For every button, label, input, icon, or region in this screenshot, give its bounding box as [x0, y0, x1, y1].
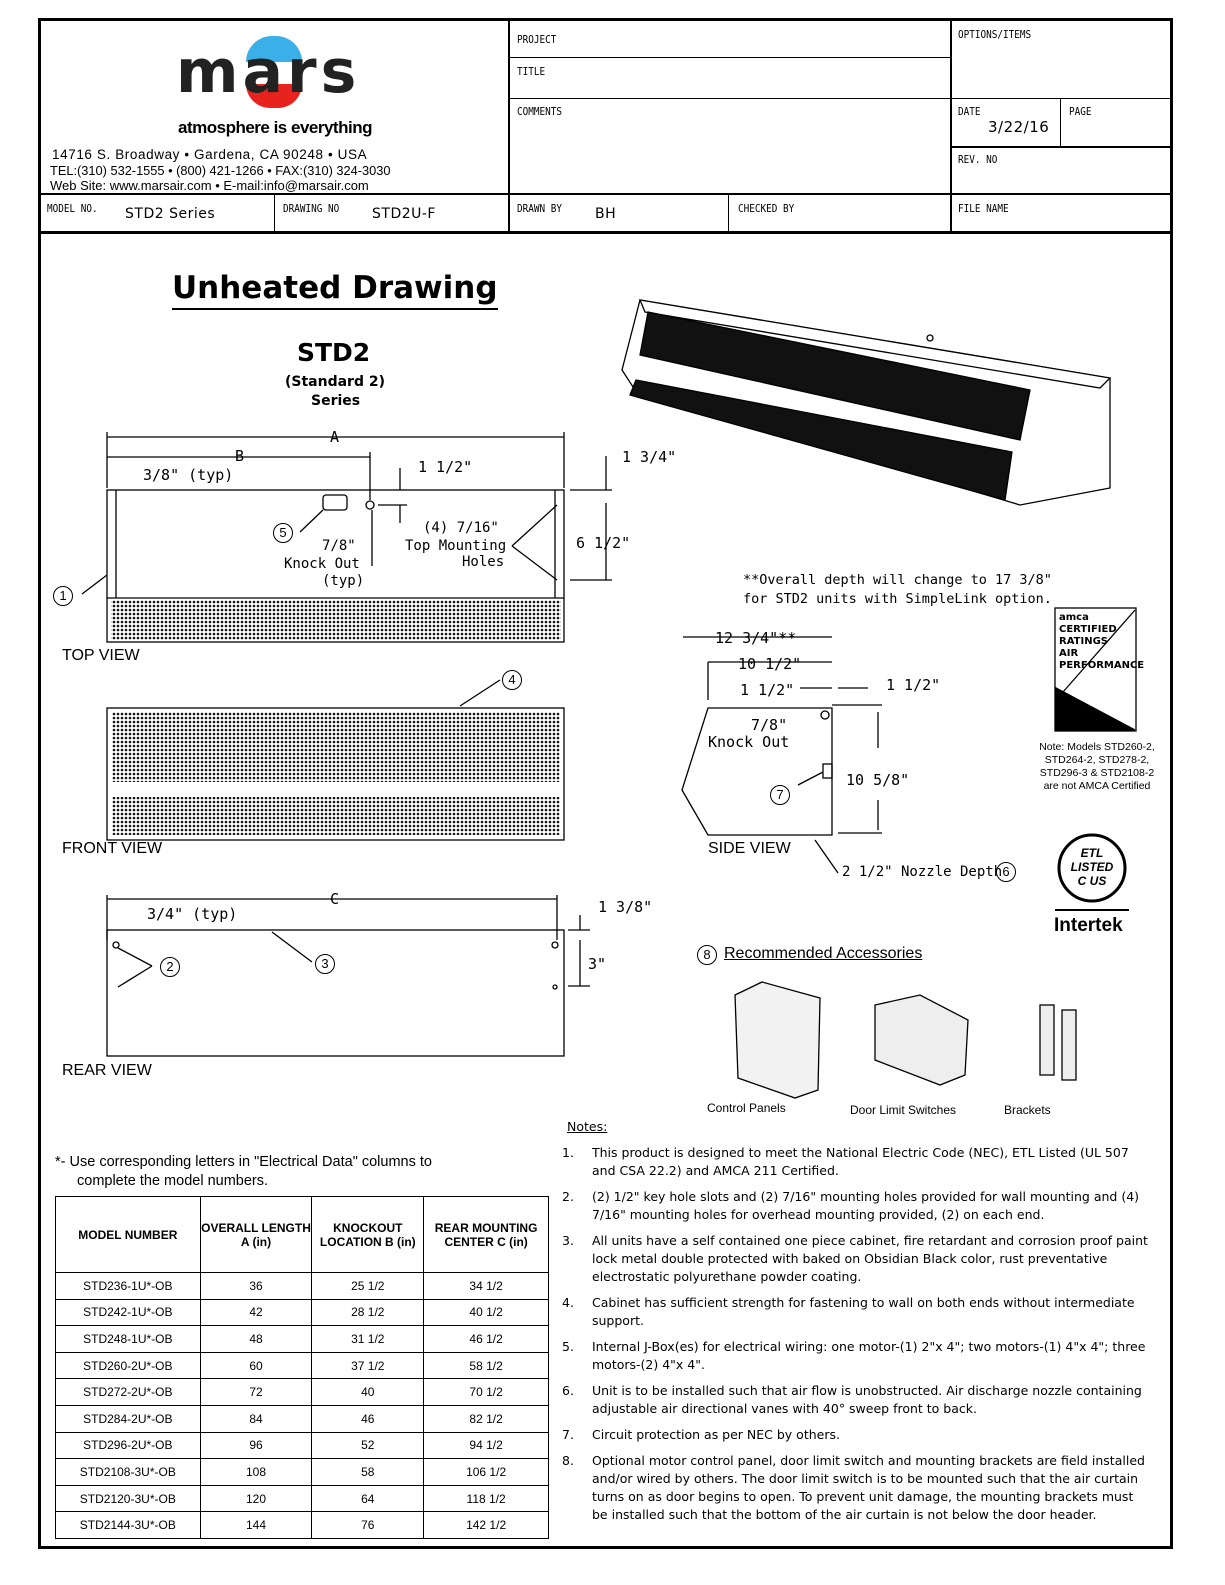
accessories-title: Recommended Accessories: [724, 945, 923, 962]
table-cell: STD284-2U*-OB: [56, 1405, 201, 1432]
table-cell: STD260-2U*-OB: [56, 1352, 201, 1379]
table-cell: 118 1/2: [424, 1485, 549, 1512]
table-cell: 48: [200, 1326, 312, 1353]
drawn-label: DRAWN BY: [517, 202, 563, 215]
intertek-label: Intertek: [1054, 915, 1123, 936]
holes-label-3: Holes: [462, 554, 505, 570]
table-note-2: complete the model numbers.: [77, 1173, 269, 1189]
front-view-grill: [112, 797, 560, 835]
website[interactable]: Web Site: www.marsair.com • E-mail:info@marsair.com: [50, 178, 369, 193]
checked-label: CHECKED BY: [738, 202, 795, 215]
page-label: PAGE: [1069, 105, 1092, 118]
table-row: [56, 1432, 549, 1459]
note-text: Unit is to be installed such that air flow is unobstructed. Air discharge nozzle containing adjustable air directional vanes with 40° sweep front to back.: [592, 1383, 1142, 1416]
address: 14716 S. Broadway • Gardena, CA 90248 • USA: [52, 147, 368, 162]
callout-8: 8: [697, 945, 717, 965]
table-cell: STD242-1U*-OB: [56, 1299, 201, 1326]
callout-5: 5: [273, 523, 293, 543]
phone: TEL:(310) 532-1555 • (800) 421-1266 • FAX:(310) 324-3030: [50, 163, 391, 178]
table-cell: 94 1/2: [424, 1432, 549, 1459]
bracket-image: [1062, 1010, 1076, 1080]
table-note-1: *- Use corresponding letters in "Electrical Data" columns to: [55, 1154, 432, 1170]
table-cell: 58 1/2: [424, 1352, 549, 1379]
dim-3: 3": [588, 955, 607, 973]
front-view-label: FRONT VIEW: [62, 840, 163, 857]
table-cell: STD2108-3U*-OB: [56, 1459, 201, 1486]
note-number: 6.: [562, 1383, 574, 1398]
note-number: 1.: [562, 1145, 574, 1160]
rev-label: REV. NO: [958, 153, 998, 166]
table-row: [56, 1273, 549, 1300]
drawing-label: DRAWING NO: [283, 202, 340, 215]
dim-1-1-2-top: 1 1/2": [418, 458, 473, 476]
table-cell: 25 1/2: [312, 1273, 424, 1300]
callout-2: 2: [160, 957, 180, 977]
note-text: (2) 1/2" key hole slots and (2) 7/16" mounting holes provided for wall mounting and (4) 7/16" mounting holes for overhead mounting provided, (2) on each end.: [592, 1189, 1140, 1222]
dim-b: B: [235, 447, 245, 465]
table-cell: 60: [200, 1352, 312, 1379]
table-cell: 40 1/2: [424, 1299, 549, 1326]
dim-c: C: [330, 890, 340, 908]
col-mounting: REAR MOUNTING CENTER C (in): [424, 1197, 549, 1273]
table-cell: 144: [200, 1512, 312, 1539]
table-row: [56, 1326, 549, 1353]
dim-1-1-2-right: 1 1/2": [886, 676, 941, 694]
knockout-label-3: (typ): [322, 573, 365, 589]
notes-title: Notes:: [567, 1119, 608, 1134]
dim-1-3-4: 1 3/4": [622, 448, 677, 466]
note-item: [562, 1188, 1152, 1224]
table-cell: 58: [312, 1459, 424, 1486]
note-number: 3.: [562, 1233, 574, 1248]
table-cell: 76: [312, 1512, 424, 1539]
file-label: FILE NAME: [958, 202, 1009, 215]
note-text: Circuit protection as per NEC by others.: [592, 1427, 840, 1442]
callout-4: 4: [502, 670, 522, 690]
nozzle-depth: 2 1/2" Nozzle Depth: [842, 864, 1003, 880]
table-cell: 70 1/2: [424, 1379, 549, 1406]
project-label: PROJECT: [517, 33, 557, 46]
rear-view-body: [107, 930, 564, 1056]
series-word: Series: [311, 393, 361, 409]
table-cell: STD236-1U*-OB: [56, 1273, 201, 1300]
mounting-hole: [366, 501, 374, 509]
table-cell: 82 1/2: [424, 1405, 549, 1432]
options-label: OPTIONS/ITEMS: [958, 28, 1032, 41]
table-cell: 142 1/2: [424, 1512, 549, 1539]
knockout-shape: [323, 495, 347, 510]
dim-3-4-typ: 3/4" (typ): [147, 905, 238, 923]
col-knockout: KNOCKOUT LOCATION B (in): [312, 1197, 424, 1273]
series-title: STD2: [297, 338, 371, 367]
table-cell: 96: [200, 1432, 312, 1459]
note-item: [562, 1144, 1152, 1180]
table-cell: 34 1/2: [424, 1273, 549, 1300]
table-row: [56, 1405, 549, 1432]
depth-note-1: **Overall depth will change to 17 3/8": [743, 572, 1052, 588]
top-view-label: TOP VIEW: [62, 647, 140, 664]
table-cell: 120: [200, 1485, 312, 1512]
accessory-control-panels: Control Panels: [707, 1101, 786, 1115]
note-item: [562, 1338, 1152, 1374]
callout-1: 1: [53, 586, 73, 606]
drawing-title: Unheated Drawing: [172, 270, 498, 310]
table-cell: STD296-2U*-OB: [56, 1432, 201, 1459]
dim-1-1-2-side: 1 1/2": [740, 681, 795, 699]
side-knockout-2: Knock Out: [708, 733, 790, 751]
amca-note-line: STD264-2, STD278-2,: [1044, 754, 1150, 766]
model-table: [55, 1196, 549, 1539]
knockout-label-2: Knock Out: [284, 556, 360, 572]
date-label: DATE: [958, 105, 981, 118]
holes-label-1: (4) 7/16": [423, 520, 499, 536]
dim-a: A: [330, 428, 340, 446]
isometric-view: [622, 300, 1110, 505]
table-row: [56, 1352, 549, 1379]
table-cell: 46 1/2: [424, 1326, 549, 1353]
dim-3-8-typ: 3/8" (typ): [143, 466, 234, 484]
drawn-value: BH: [595, 206, 617, 222]
table-cell: 31 1/2: [312, 1326, 424, 1353]
logo-text: mars: [176, 37, 361, 107]
depth-note-2: for STD2 units with SimpleLink option.: [743, 591, 1052, 607]
table-cell: 40: [312, 1379, 424, 1406]
table-cell: 28 1/2: [312, 1299, 424, 1326]
comments-label: COMMENTS: [517, 105, 563, 118]
note-number: 8.: [562, 1453, 574, 1468]
etl-mark: ETL LISTED C US: [1070, 846, 1114, 888]
table-row: [56, 1485, 549, 1512]
side-view-label: SIDE VIEW: [708, 840, 791, 857]
note-number: 4.: [562, 1295, 574, 1310]
table-cell: STD2144-3U*-OB: [56, 1512, 201, 1539]
dim-1-3-8: 1 3/8": [598, 898, 653, 916]
table-cell: 37 1/2: [312, 1352, 424, 1379]
table-row: [56, 1512, 549, 1539]
table-cell: STD2120-3U*-OB: [56, 1485, 201, 1512]
note-item: [562, 1426, 1152, 1444]
date-value: 3/22/16: [988, 118, 1050, 136]
table-cell: 46: [312, 1405, 424, 1432]
amca-note: [1032, 741, 1162, 793]
model-value: STD2 Series: [125, 206, 216, 222]
drawing-value: STD2U-F: [372, 206, 436, 222]
callout-3: 3: [315, 954, 335, 974]
note-number: 2.: [562, 1189, 574, 1204]
dim-10-5-8: 10 5/8": [846, 771, 910, 789]
note-number: 7.: [562, 1427, 574, 1442]
table-cell: 72: [200, 1379, 312, 1406]
notes-section: [562, 1118, 1152, 1532]
note-text: Cabinet has sufficient strength for fastening to wall on both ends without intermediate support.: [592, 1295, 1135, 1328]
table-row: [56, 1379, 549, 1406]
table-cell: 36: [200, 1273, 312, 1300]
accessory-brackets: Brackets: [1004, 1103, 1051, 1117]
note-item: [562, 1382, 1152, 1418]
col-model: MODEL NUMBER: [56, 1197, 201, 1273]
note-text: This product is designed to meet the National Electric Code (NEC), ETL Listed (UL 507 and CSA 22.2) and AMCA 211 Certified.: [592, 1145, 1129, 1178]
side-knockout-1: 7/8": [751, 716, 788, 734]
table-cell: 106 1/2: [424, 1459, 549, 1486]
series-subtitle: (Standard 2): [285, 374, 385, 390]
note-item: [562, 1294, 1152, 1330]
table-cell: 42: [200, 1299, 312, 1326]
col-length: OVERALL LENGTH A (in): [200, 1197, 312, 1273]
table-cell: STD272-2U*-OB: [56, 1379, 201, 1406]
note-item: [562, 1232, 1152, 1286]
note-number: 5.: [562, 1339, 574, 1354]
tagline: atmosphere is everything: [178, 118, 372, 137]
model-label: MODEL NO.: [47, 202, 98, 215]
table-cell: 108: [200, 1459, 312, 1486]
table-row: [56, 1299, 549, 1326]
note-text: Optional motor control panel, door limit switch and mounting brackets are field installed and/or wired by others. The door limit switch is to be mounted such that the air curtain turns on as door begins to open. To prevent unit damage, the mounting brackets must be installed such that the bottom of the air curtain is not below the door header.: [592, 1453, 1145, 1522]
callout-6: 6: [996, 862, 1016, 882]
note-item: [562, 1452, 1152, 1524]
dim-6-1-2: 6 1/2": [576, 534, 631, 552]
table-cell: 52: [312, 1432, 424, 1459]
amca-logo-text: amca CERTIFIED RATINGS AIR PERFORMANCE: [1059, 612, 1145, 671]
control-panel-image: [735, 982, 820, 1098]
amca-note-line: are not AMCA Certified: [1043, 780, 1151, 792]
door-switch-image: [875, 995, 968, 1085]
notes-list: [562, 1144, 1152, 1524]
table-row: [56, 1459, 549, 1486]
note-text: Internal J-Box(es) for electrical wiring: one motor-(1) 2"x 4"; two motors-(1) 4"x 4"; three motors-(2) 4"x 4".: [592, 1339, 1146, 1372]
table-cell: 64: [312, 1485, 424, 1512]
table-cell: 84: [200, 1405, 312, 1432]
amca-note-line: Note: Models STD260-2,: [1039, 741, 1155, 753]
accessory-door-switches: Door Limit Switches: [850, 1103, 957, 1117]
callout-7: 7: [770, 785, 790, 805]
note-text: All units have a self contained one piece cabinet, fire retardant and corrosion proof paint lock metal double protected with baked on Obsidian Black color, rust preventative electrostatic polyurethane powder coating.: [592, 1233, 1148, 1284]
table-cell: STD248-1U*-OB: [56, 1326, 201, 1353]
dim-10-1-2: 10 1/2": [738, 655, 802, 673]
top-view-grill: [111, 600, 561, 640]
dim-12-3-4: 12 3/4"**: [715, 629, 797, 647]
rear-view-label: REAR VIEW: [62, 1062, 152, 1079]
title-label: TITLE: [517, 65, 546, 78]
front-view-grill: [112, 712, 560, 782]
amca-note-line: STD296-3 & STD2108-2: [1039, 767, 1155, 779]
knockout-label-1: 7/8": [322, 538, 356, 554]
bracket-image: [1040, 1005, 1054, 1075]
holes-label-2: Top Mounting: [405, 538, 507, 554]
